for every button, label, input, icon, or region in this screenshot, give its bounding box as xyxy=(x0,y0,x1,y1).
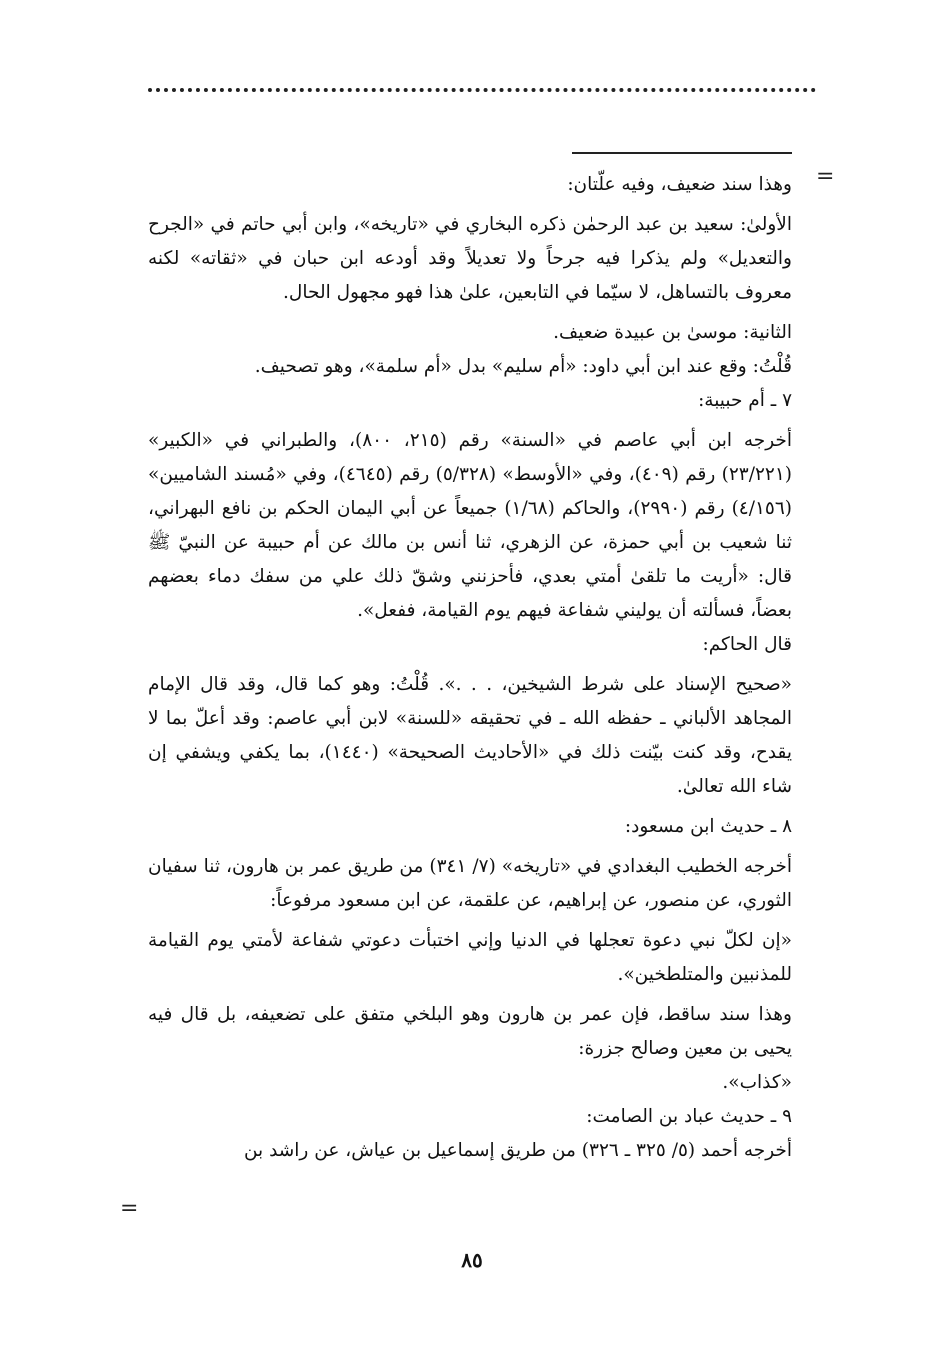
header-dotted-rule xyxy=(148,88,816,92)
heading-ibn-masud: ٨ ـ حديث ابن مسعود: xyxy=(624,816,792,837)
paragraph-hakim-verdict: «صحيح الإسناد على شرط الشيخين، . . .». قُلْتُ: وهو كما قال، وقد قال الإمام المجاهد الألباني ـ حفظه الله ـ في تحقيقه «للسنة» لابن أبي عاصم: وقد أعلّ بما لا يقدح، وقد كنت بيّنت ذلك في «الأحاديث الصحيحة» (١٤٤٠)، بما يكفي ويشفي إن شاء الله تعالىٰ. xyxy=(148,674,792,797)
paragraph-ubada-takhrij: أخرجه أحمد (٥/ ٣٢٥ ـ ٣٢٦) من طريق إسماعيل بن عياش، عن راشد بن xyxy=(243,1140,792,1161)
continuation-mark-top: = xyxy=(816,164,835,189)
paragraph-umm-habiba-takhrij: أخرجه ابن أبي عاصم في «السنة» رقم (٢١٥، ٨٠٠)، والطبراني في «الكبير» (٢٣/٢٢١) رقم (٤٠٩)، وفي «الأوسط» (٥/٣٢٨) رقم (٤٦٤٥)، وفي «مُسند الشاميين» (٤/١٥٦) رقم (٢٩٩٠)، والحاكم (١/٦٨) جميعاً عن أبي اليمان الحكم بن نافع البهراني، ثنا شعيب بن أبي حمزة، عن الزهري، ثنا أنس بن مالك عن أم حبيبة عن النبيّ ﷺ قال: «أريت ما تلقىٰ أمتي بعدي، فأحزنني وشقّ ذلك علي من سفك دماء بعضهم بعضاً، فسألته أن يوليني شفاعة فيهم يوم القيامة، ففعل». xyxy=(148,430,792,621)
paragraph-intro-weakness: وهذا سند ضعيف، وفيه علّتان: xyxy=(567,174,792,195)
heading-ubada: ٩ ـ حديث عباد بن الصامت: xyxy=(586,1106,792,1127)
paragraph-ibn-masud-takhrij: أخرجه الخطيب البغدادي في «تاريخه» (٧/ ٣٤١) من طريق عمر بن هارون، ثنا سفيان الثوري، عن منصور، عن إبراهيم، عن علقمة، عن ابن مسعود مرفوعاً: xyxy=(148,856,792,911)
page-body xyxy=(148,168,792,1168)
paragraph-second-defect: الثانية: موسىٰ بن عبيدة ضعيف. xyxy=(553,322,792,343)
heading-umm-habiba: ٧ ـ أم حبيبة: xyxy=(698,390,792,411)
paragraph-kadhdhab: «كذاب». xyxy=(722,1072,792,1093)
page-number: ٨٥ xyxy=(461,1248,483,1272)
heading-hakim-said: قال الحاكم: xyxy=(702,634,792,655)
paragraph-first-defect: الأولىٰ: سعيد بن عبد الرحمٰن ذكره البخاري في «تاريخه»، وابن أبي حاتم في «الجرح والتعديل» ولم يذكرا فيه جرحاً ولا تعديلاً وقد أودعه ابن حبان في «ثقاته» لكنه معروف بالتساهل، لا سيّما في التابعين، علىٰ هذا فهو مجهول الحال. xyxy=(148,214,792,303)
paragraph-ibn-masud-verdict: وهذا سند ساقط، فإن عمر بن هارون وهو البلخي متفق على تضعيفه، بل قال فيه يحيى بن معين وصالح جزرة: xyxy=(148,1004,792,1059)
paragraph-ibn-masud-hadith: «إن لكلّ نبي دعوة تعجلها في الدنيا وإني اختبأت دعوتي شفاعة لأمتي يوم القيامة للمذنبين والمتلطخين». xyxy=(148,930,792,985)
footnote-separator-rule xyxy=(572,152,792,154)
paragraph-note-ibn-abi-dawud: قُلْتُ: وقع عند ابن أبي داود: «أم سليم» بدل «أم سلمة»، وهو تصحيف. xyxy=(254,356,792,377)
continuation-mark-bottom: = xyxy=(120,1196,139,1221)
